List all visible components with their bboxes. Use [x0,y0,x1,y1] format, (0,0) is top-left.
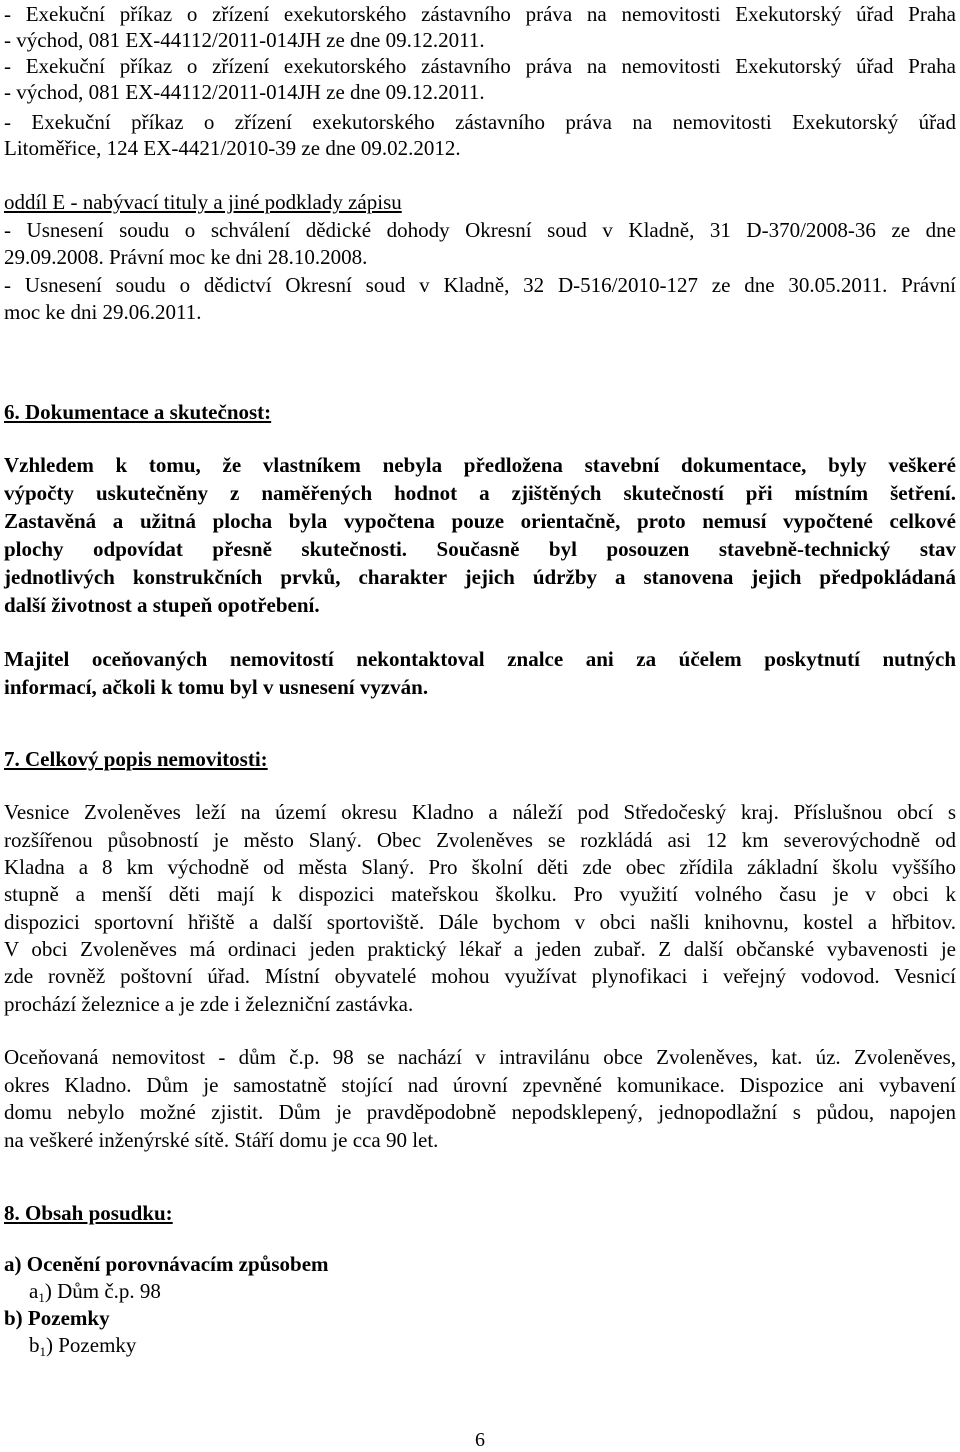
s7-p1-line: stupně a menší děti mají k dispozici mateřskou školku. Pro využití volného času je v obci k [4,882,956,906]
s8-a1-prefix: a [29,1279,39,1303]
s8-a-title: a) Ocenění porovnávacím způsobem [4,1252,329,1276]
oddil-e-line-4: moc ke dni 29.06.2011. [4,300,202,324]
oddil-e-line-2: 29.09.2008. Právní moc ke dni 28.10.2008. [4,245,368,269]
enc-line-4: - východ, 081 EX-44112/2011-014JH ze dne 09.12.2011. [4,80,485,104]
oddil-e-line-1: - Usnesení soudu o schválení dědické dohody Okresní soud v Kladně, 31 D-370/2008-36 ze dne [4,218,956,242]
s8-b1-text: ) Pozemky [46,1333,137,1357]
section-6-heading-text: 6. Dokumentace a skutečnost: [4,400,272,424]
s7-p1-line: Vesnice Zvoleněves leží na území okresu Kladno a náleží pod Středočeský kraj. Příslušnou obcí s [4,800,956,824]
s6-p1-line: výpočty uskutečněny z naměřených hodnot a zjištěných skutečností při místním šetření. [4,481,956,505]
oddil-e-heading [4,188,956,216]
section-6-heading [4,398,956,426]
s8-a1-text: ) Dům č.p. 98 [44,1279,161,1303]
s6-p1-line: jednotlivých konstrukčních prvků, charakter jejich údržby a stanovena jejich předpokládaná [4,565,956,589]
s6-p1-line: další životnost a stupeň opotřebení. [4,593,320,617]
s8-b1-sub: 1 [39,1344,46,1359]
s6-p2-line: Majitel oceňovaných nemovitostí nekontaktoval znalce ani za účelem poskytnutí nutných [4,647,956,671]
s8-b-title: b) Pozemky [4,1306,110,1330]
section-7-heading-text: 7. Celkový popis nemovitosti: [4,747,268,771]
s7-p1-line: V obci Zvoleněves má ordinaci jeden praktický lékař a jeden zubař. Z další občanské vybavenosti je [4,937,956,961]
s6-p1-line: Vzhledem k tomu, že vlastníkem nebyla předložena stavební dokumentace, byly veškeré [4,453,956,477]
enc-line-5: - Exekuční příkaz o zřízení exekutorského zástavního práva na nemovitosti Exekutorský úřad [4,110,956,134]
s7-p1-line: zde rovněž poštovní úřad. Místní obyvatelé mohou využívat plynofikaci i veřejný vodovod. Vesnicí [4,964,956,988]
s6-p1-line: plochy odpovídat přesně skutečnosti. Současně byl posouzen stavebně-technický stav [4,537,956,561]
s7-p2-line: domu nebylo možné zjistit. Dům je pravděpodobně nepodsklepený, jednopodlažní s půdou, napojen [4,1100,956,1124]
s8-b1-item [29,1331,929,1366]
section-8-heading [4,1199,956,1227]
oddil-e-heading-text: oddíl E - nabývací tituly a jiné podklady zápisu [4,190,402,214]
oddil-e-line-3: - Usnesení soudu o dědictví Okresní soud v Kladně, 32 D-516/2010-127 ze dne 30.05.2011. Právní [4,273,956,297]
s7-p2-line: Oceňovaná nemovitost - dům č.p. 98 se nachází v intravilánu obce Zvoleněves, kat. úz. Zvoleněves, [4,1045,956,1069]
enc-line-6: Litoměřice, 124 EX-4421/2010-39 ze dne 09.02.2012. [4,136,461,160]
s6-p1-line: Zastavěná a užitná plocha byla vypočtena pouze orientačně, proto nemusí vypočtené celkové [4,509,956,533]
s7-p1-line: dispozici sportovní hřiště a další sportoviště. Dále bychom v obci našli knihovnu, kostel a hřbitov. [4,910,956,934]
s7-p1-line: rozšířenou působností je město Slaný. Obec Zvoleněves se rozkládá asi 12 km severovýchodně od [4,828,956,852]
s7-p2-line: na veškeré inženýrské sítě. Stáří domu je cca 90 let. [4,1128,439,1152]
s8-a1-sub: 1 [38,1290,45,1305]
enc-line-2: - východ, 081 EX-44112/2011-014JH ze dne 09.12.2011. [4,28,485,52]
enc-line-3: - Exekuční příkaz o zřízení exekutorského zástavního práva na nemovitosti Exekutorský úřad Praha [4,54,956,78]
section-8-heading-text: 8. Obsah posudku: [4,1201,173,1225]
s7-p1-line: Kladna a 8 km východně od města Slaný. Pro školní děti zde obec zřídila základní školu vyššího [4,855,956,879]
s7-p2-line: okres Kladno. Dům je samostatně stojící nad úrovní zpevněné komunikace. Dispozice ani vybavení [4,1073,956,1097]
section-7-heading [4,745,956,773]
s8-b1-prefix: b [29,1333,40,1357]
s6-p2-line: informací, ačkoli k tomu byl v usnesení vyzván. [4,675,429,699]
enc-line-1: - Exekuční příkaz o zřízení exekutorského zástavního práva na nemovitosti Exekutorský úřad Praha [4,2,956,26]
page-number: 6 [475,1429,485,1451]
s7-p1-line: prochází železnice a je zde i železniční zastávka. [4,992,414,1016]
